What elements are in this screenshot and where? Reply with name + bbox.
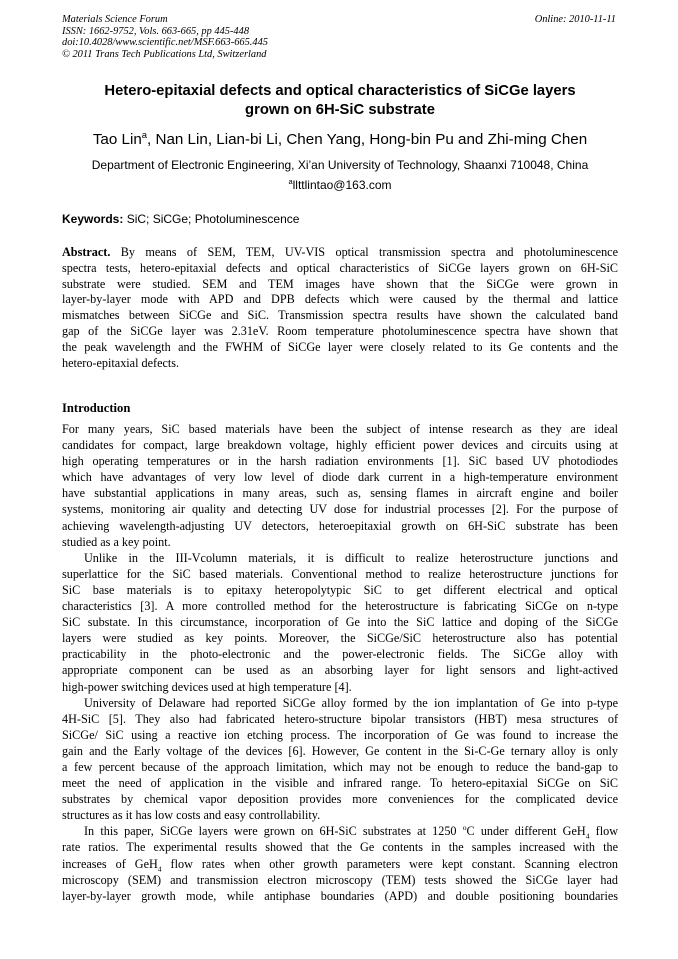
keywords-label: Keywords: xyxy=(62,212,124,226)
body-line: high operating temperatures or in the harsh radiation environments [1]. SiC based UV photodiodes xyxy=(62,454,618,469)
body-line: Unlike in the III-Vcolumn materials, it is difficult to realize heterostructure junctions and xyxy=(84,550,618,565)
body-line: high-power switching devices used at high temperature [4]. xyxy=(62,679,352,694)
author-email xyxy=(62,177,618,193)
body-line: layers were studied as key points. Moreover, the SiCGe/SiC heterostructure also has potential xyxy=(62,631,618,646)
abstract-line: layer-by-layer mode with APD and DPB defects which were caused by the thermal and lattice xyxy=(62,292,618,307)
body-line: increases of GeH$_4$ flow rates when other growth parameters were kept constant. Scanning electron xyxy=(62,856,618,873)
body-line: structures as it has low costs and easy controllability. xyxy=(62,808,321,823)
body-line: appropriate component can be used as an absorbing layer for light sensors and light-actived xyxy=(62,663,618,678)
body-line: practicability in the photo-electronic and the power-electronic fields. The SiCGe alloy with xyxy=(62,647,618,662)
affiliation-mark: a xyxy=(141,128,148,140)
body-line: For many years, SiC based materials have been the subject of intense research as they are ideal xyxy=(62,422,618,436)
abstract-label: Abstract. xyxy=(62,245,111,259)
body-line: rate ratios. The experimental results showed that the Ge contents in the samples increased with the xyxy=(62,840,618,855)
body-line: gain and the Early voltage of the devices [6]. However, Ge content in the Si-C-Ge ternary alloy is only xyxy=(62,743,618,758)
keywords xyxy=(62,211,618,227)
subscript-4: 4 xyxy=(157,863,162,873)
abstract-line: the peak wavelength and the FWHM of SiCGe layer were closely related to its Ge contents and the xyxy=(62,339,618,354)
body-line: candidates for compact, large breakdown voltage, highly efficient power devices and circuits using at xyxy=(62,438,618,453)
body-line: layer-by-layer growth mode, while antiphase boundaries (APD) and double positioning boundaries xyxy=(62,888,618,903)
body-line: microscopy (SEM) and transmission electron microscopy (TEM) tests showed the SiCGe layer had xyxy=(62,872,618,887)
other-authors: , Nan Lin, Lian-bi Li, Chen Yang, Hong-bin Pu and Zhi-ming Chen xyxy=(147,131,588,148)
body-line: studied as a key point. xyxy=(62,534,171,549)
degree-mark: o xyxy=(462,823,467,833)
author-list xyxy=(62,128,618,149)
body-line: University of Delaware had reported SiCGe alloy formed by the ion implantation of Ge into p-type xyxy=(84,695,618,710)
affiliation: Department of Electronic Engineering, Xi’an University of Technology, Shaanxi 710048, China xyxy=(91,158,589,172)
copyright-line: © 2011 Trans Tech Publications Ltd, Switzerland xyxy=(62,48,267,60)
subscript-4: 4 xyxy=(585,831,590,841)
journal-header xyxy=(62,14,618,60)
abstract-line: hetero-epitaxial defects. xyxy=(62,355,180,370)
body-line: SiCGe/ SiC using a reactive ion etching process. The incorporation of Ge was found to increase the xyxy=(62,727,618,742)
body-line: a few percent because of the approach limitation, which may not be enough to reduce the band-gap to xyxy=(62,759,618,774)
body-line: have substantial applications in many areas, such as, sensing flames in aircraft engine and boiler xyxy=(62,486,618,501)
doi-line: doi:10.4028/www.scientific.net/MSF.663-665.445 xyxy=(62,37,268,49)
body-line: meet the need of application in the visible and infrared range. To hetero-epitaxial SiCGe on SiC xyxy=(62,776,618,791)
abstract-line: mismatches between SiCGe and SiC. Transmission spectra results have shown the calculated band xyxy=(62,308,618,323)
paper-title xyxy=(62,82,618,120)
body-line: 4H-SiC [5]. They also had fabricated hetero-structure bipolar transistors (HBT) mesa structures of xyxy=(62,711,618,726)
body-line: substrates by chemical vapor deposition provides more conveniences for the complicated device xyxy=(62,792,618,807)
body-line: In this paper, SiCGe layers were grown on 6H-SiC substrates at 1250 $^o$C under different GeH$_4$ flow xyxy=(84,823,618,841)
abstract-line: substrate were studied. SEM and TEM images have shown that the SiCGe were grown in xyxy=(62,276,618,291)
email-address: llttlintao@163.com xyxy=(292,178,392,192)
body-line: SiC base materials is to epitaxy heteropolytypic SiC to get different electrical and optical xyxy=(62,582,618,597)
journal-name: Materials Science Forum xyxy=(62,14,168,25)
keywords-value: SiC; SiCGe; Photoluminescence xyxy=(123,212,300,226)
body-line: achieving wavelength-adjusting UV detectors, heteroepitaxial growth on 6H-SiC substrate has been xyxy=(62,518,618,533)
abstract-line: spectra tests, hetero-epitaxial defects and optical characteristics of SiCGe layers grown on 6H-SiC xyxy=(62,260,618,275)
abstract-line: Abstract. By means of SEM, TEM, UV-VIS optical transmission spectra and photoluminescence xyxy=(62,245,618,259)
body-line: superlattice for the SiC based materials. Conventional method to realize heterostructure junctions for xyxy=(62,566,618,581)
online-date: Online: 2010-11-11 xyxy=(534,14,616,25)
abstract xyxy=(62,245,618,371)
first-author: Tao Lin xyxy=(92,131,142,148)
body-line: SiC substate. In this circumstance, incorporation of Ge into the SiC lattice and doping of the SiCGe xyxy=(62,615,618,630)
body-line: which have advantages of very low level of diode dark current in a high-temperature environment xyxy=(62,470,618,485)
email-mark: a xyxy=(288,177,293,186)
section-heading-introduction: Introduction xyxy=(62,401,131,415)
abstract-line: gap of the SiCGe layer was 2.31eV. Room temperature photoluminescence spectra have shown that xyxy=(62,323,618,338)
body-line: systems, monitoring air quality and detecting UV dose for industrial processes [2]. For the purpose of xyxy=(62,502,618,517)
issn-line: ISSN: 1662-9752, Vols. 663-665, pp 445-448 xyxy=(62,25,250,37)
title-line-1: Hetero-epitaxial defects and optical characteristics of SiCGe layers xyxy=(104,83,576,99)
introduction-body xyxy=(62,421,618,904)
title-line-2: grown on 6H-SiC substrate xyxy=(245,102,435,118)
body-line: characteristics [3]. A more controlled method for the heterostructure is fabricating SiCGe on n-type xyxy=(62,599,618,614)
